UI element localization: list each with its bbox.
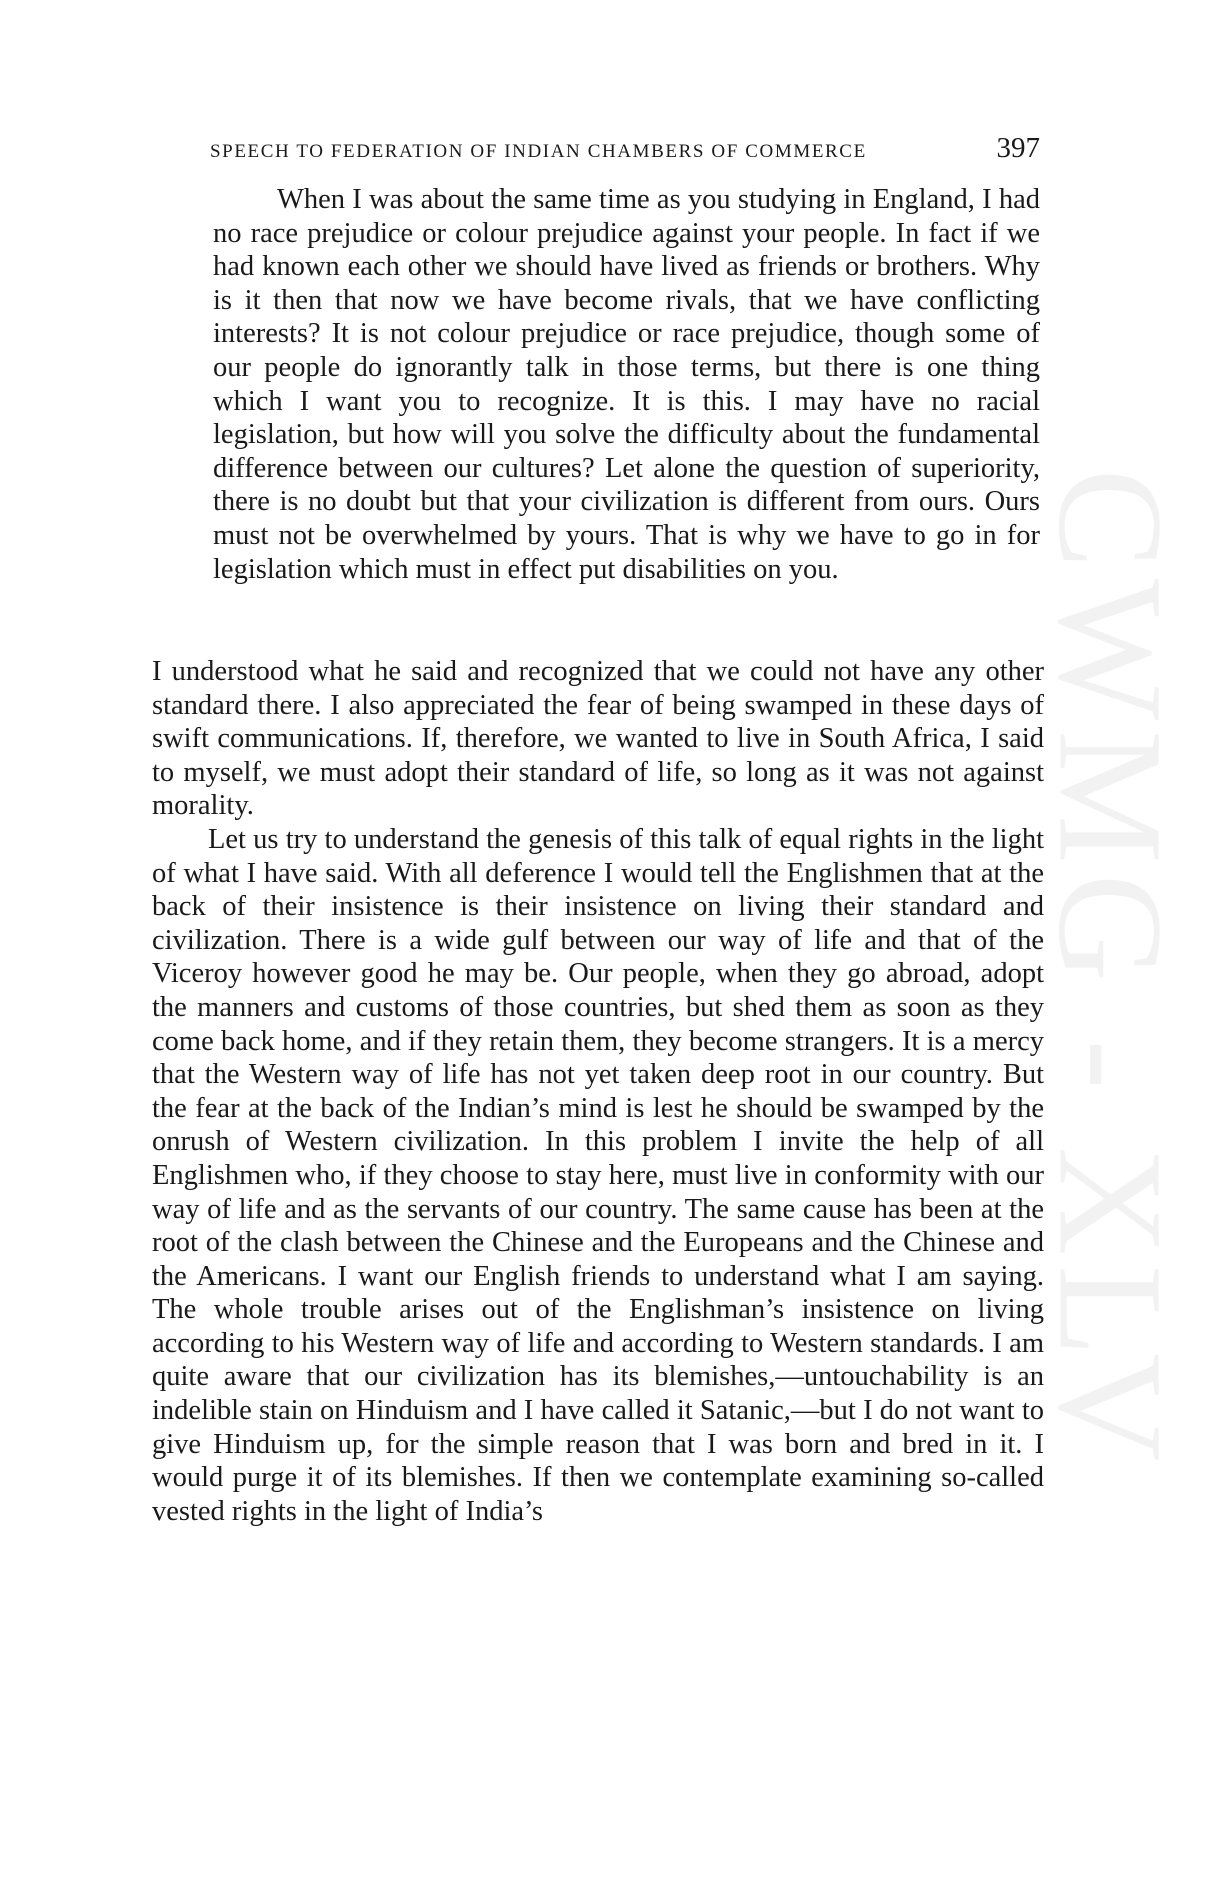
page-number: 397: [996, 132, 1040, 164]
watermark-text: CWMG - XLV: [1027, 468, 1194, 1472]
watermark: [1027, 468, 1194, 1472]
running-head: [210, 132, 1040, 165]
running-title: SPEECH TO FEDERATION OF INDIAN CHAMBERS OF COMMERCE: [210, 141, 867, 162]
body-paragraph-2: Let us try to understand the genesis of this talk of equal rights in the light of what I have said. With all deference I would tell the Englishmen that at the back of their insistence is their insistence on living their standard and civilization. There is a wide gulf between our way of life and that of the Viceroy however good he may be. Our people, when they go abroad, adopt the manners and customs of those countries, but shed them as soon as they come back home, and if they retain them, they become strangers. It is a mercy that the Western way of life has not yet taken deep root in our country. But the fear at the back of the Indian’s mind is lest he should be swamped by the onrush of Western civilization. In this problem I invite the help of all Englishmen who, if they choose to stay here, must live in conformity with our way of life and as the servants of our country. The same cause has been at the root of the clash between the Chinese and the Europeans and the Chinese and the Americans. I want our English friends to understand what I am saying. The whole trouble arises out of the Englishman’s insistence on living according to his Western way of life and according to Western standards. I am quite aware that our civilization has its blemishes,—untouchability is an indelible stain on Hinduism and I have called it Satanic,—but I do not want to give Hinduism up, for the simple reason that I was born and bred in it. I would purge it of its blemishes. If then we contemplate examining so-called vested rights in the light of India’s: [152, 823, 1044, 1527]
body-paragraph-1: I understood what he said and recognized that we could not have any other standard there. I also appreciated the fear of being swamped in these days of swift communications. If, therefore, we wanted to live in South Africa, I said to myself, we must adopt their standard of life, so long as it was not against morality.: [152, 656, 1044, 822]
quote-paragraph: When I was about the same time as you studying in England, I had no race prejudice or colour prejudice against your people. In fact if we had known each other we should have lived as friends or brothers. Why is it then that now we have become rivals, that we have conflicting interests? It is not colour prejudice or race prejudice, though some of our people do ignorantly talk in those terms, but there is one thing which I want you to recognize. It is this. I may have no racial legislation, but how will you solve the difficulty about the fundamental difference between our cultures? Let alone the question of superiority, there is no doubt but that your civilization is different from ours. Ours must not be overwhelmed by yours. That is why we have to go in for legislation which must in effect put disabilities on you.: [213, 184, 1040, 585]
body-text: [152, 655, 1044, 1528]
quoted-passage: [213, 183, 1040, 586]
